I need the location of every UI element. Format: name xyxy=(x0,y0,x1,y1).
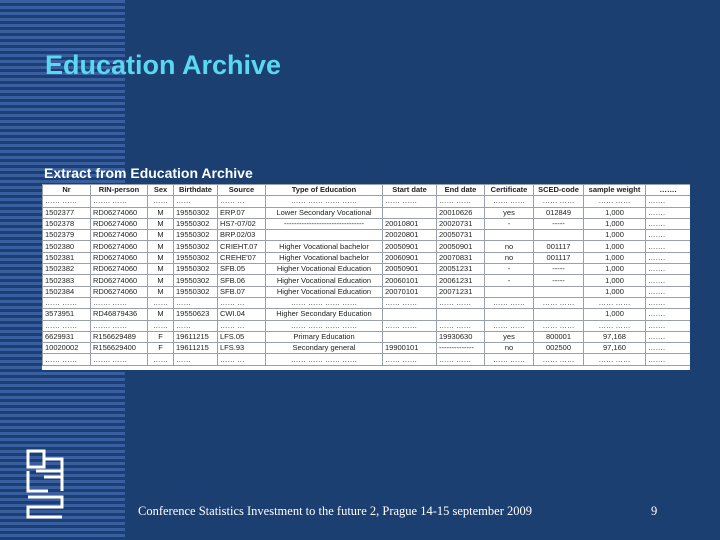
table-cell: 20060101 xyxy=(383,275,437,286)
table-cell: CWI.04 xyxy=(218,309,266,320)
table-cell: …… …… xyxy=(437,354,485,365)
table-cell: 20010626 xyxy=(437,207,485,218)
table-cell: 20070831 xyxy=(437,252,485,263)
table-caption: Extract from Education Archive xyxy=(44,165,253,181)
table-cell: yes xyxy=(485,331,534,342)
table-cell: …… … xyxy=(218,196,266,207)
table-cell: M xyxy=(148,264,174,275)
table-cell: ……. xyxy=(646,354,691,365)
table-cell: ……. xyxy=(646,196,691,207)
table-cell: …… xyxy=(148,297,174,308)
table-cell: 19550302 xyxy=(174,264,218,275)
table-row xyxy=(43,297,691,308)
table-cell: no xyxy=(485,241,534,252)
table-row xyxy=(43,241,691,252)
table-cell: M xyxy=(148,207,174,218)
table-cell xyxy=(534,286,584,297)
table-cell: ……. xyxy=(646,309,691,320)
column-header: Start date xyxy=(383,185,437,196)
column-header: ……. xyxy=(646,185,691,196)
table-cell: …… xyxy=(148,354,174,365)
table-cell: 1,000 xyxy=(584,309,646,320)
table-cell: …… …… xyxy=(485,297,534,308)
table-cell: …… …… xyxy=(383,297,437,308)
cbs-logo-icon xyxy=(22,447,68,521)
table-cell: Higher Vocational Education xyxy=(266,264,383,275)
table-cell: 19550302 xyxy=(174,275,218,286)
table-cell: 20020731 xyxy=(437,218,485,229)
table-cell: Secondary general xyxy=(266,343,383,354)
table-cell: 19550302 xyxy=(174,207,218,218)
table-cell: CREHE'07 xyxy=(218,252,266,263)
table-cell: …… … xyxy=(218,297,266,308)
table-row xyxy=(43,230,691,241)
table-cell: 1,000 xyxy=(584,207,646,218)
table-cell: 1502384 xyxy=(43,286,91,297)
table-row xyxy=(43,286,691,297)
table-cell: 20020801 xyxy=(383,230,437,241)
table-cell xyxy=(437,309,485,320)
table-cell: - xyxy=(485,218,534,229)
table-cell: …… xyxy=(148,196,174,207)
table-cell: …… …… xyxy=(534,320,584,331)
table-cell: M xyxy=(148,230,174,241)
table-cell: 97,168 xyxy=(584,331,646,342)
table-cell: 20050901 xyxy=(437,241,485,252)
table-cell: …… xyxy=(174,297,218,308)
column-header: SCED-code xyxy=(534,185,584,196)
table-cell: 002500 xyxy=(534,343,584,354)
table-cell xyxy=(383,331,437,342)
column-header: Certificate xyxy=(485,185,534,196)
table-cell: no xyxy=(485,252,534,263)
table-cell: 1,000 xyxy=(584,252,646,263)
table-cell: ----- xyxy=(534,264,584,275)
table-cell: 19550623 xyxy=(174,309,218,320)
table-cell xyxy=(534,230,584,241)
footer-text: Conference Statistics Investment to the future 2, Prague 14-15 september 2009 xyxy=(138,504,532,518)
table-cell: RD06274060 xyxy=(91,252,148,263)
table-cell: Higher Vocational bachelor xyxy=(266,252,383,263)
table-cell: - xyxy=(485,275,534,286)
table-cell: M xyxy=(148,252,174,263)
table-cell: ……. …… xyxy=(91,196,148,207)
table-cell: …… …… xyxy=(584,196,646,207)
table-cell: ----- xyxy=(534,218,584,229)
table-cell: 19611215 xyxy=(174,331,218,342)
table-cell: ……. xyxy=(646,331,691,342)
table-header-row xyxy=(43,185,691,196)
table-cell: ……. xyxy=(646,207,691,218)
table-cell: BRP.02/03 xyxy=(218,230,266,241)
table-cell: ……. xyxy=(646,297,691,308)
table-cell: …… …… …… …… xyxy=(266,297,383,308)
table-cell: 6629931 xyxy=(43,331,91,342)
column-header: RIN-person xyxy=(91,185,148,196)
table-cell: …… …… xyxy=(43,196,91,207)
table-cell: 19550302 xyxy=(174,230,218,241)
table-cell: …… …… xyxy=(437,196,485,207)
table-cell: RD06274060 xyxy=(91,264,148,275)
table-cell: 20050901 xyxy=(383,264,437,275)
table-cell: Lower Secondary Vocational xyxy=(266,207,383,218)
table-cell: Higher Vocational Education xyxy=(266,275,383,286)
table-cell: …… xyxy=(174,354,218,365)
table-cell: ……. …… xyxy=(91,320,148,331)
table-cell: 19611215 xyxy=(174,343,218,354)
table-cell: 19550302 xyxy=(174,241,218,252)
table-cell: Higher Vocational bachelor xyxy=(266,241,383,252)
table-cell: 19930630 xyxy=(437,331,485,342)
table-cell: M xyxy=(148,241,174,252)
table-row xyxy=(43,252,691,263)
table-cell: RD06274060 xyxy=(91,275,148,286)
table-cell: ……. xyxy=(646,218,691,229)
table-cell: 001117 xyxy=(534,241,584,252)
table-cell: SFB.06 xyxy=(218,275,266,286)
table-cell: 1,000 xyxy=(584,275,646,286)
table-cell: 1502380 xyxy=(43,241,91,252)
page-number: 9 xyxy=(651,504,658,518)
table-cell: 1,000 xyxy=(584,286,646,297)
table-cell: LFS.05 xyxy=(218,331,266,342)
table-cell: 1502383 xyxy=(43,275,91,286)
table-cell: RD06274060 xyxy=(91,286,148,297)
table-cell: …… …… xyxy=(383,354,437,365)
table-cell: RD46879436 xyxy=(91,309,148,320)
table-cell: …… …… xyxy=(534,354,584,365)
table-cell: …… …… xyxy=(485,196,534,207)
column-header: Sex xyxy=(148,185,174,196)
table-cell: 1,000 xyxy=(584,218,646,229)
table-cell: …… …… xyxy=(584,320,646,331)
table-cell xyxy=(485,230,534,241)
table-cell: ……. xyxy=(646,286,691,297)
table-cell: …… … xyxy=(218,320,266,331)
table-cell: 20051231 xyxy=(437,264,485,275)
table-cell: 20070101 xyxy=(383,286,437,297)
table-cell: …… …… …… …… xyxy=(266,320,383,331)
column-header: Nr xyxy=(43,185,91,196)
table-cell: …… …… …… …… xyxy=(266,354,383,365)
table-cell: SFB.07 xyxy=(218,286,266,297)
table-row xyxy=(43,218,691,229)
table-cell: 1,000 xyxy=(584,230,646,241)
table-cell: …… …… …… …… xyxy=(266,196,383,207)
table-cell: Higher Vocational Education xyxy=(266,286,383,297)
table-cell: ……. xyxy=(646,241,691,252)
table-cell: ……. …… xyxy=(91,297,148,308)
table-row xyxy=(43,331,691,342)
table-cell xyxy=(485,309,534,320)
table-cell: …… …… xyxy=(43,297,91,308)
table-cell: RD06274060 xyxy=(91,218,148,229)
table-cell: LFS.93 xyxy=(218,343,266,354)
table-cell: M xyxy=(148,309,174,320)
table-row xyxy=(43,343,691,354)
table-cell: 012849 xyxy=(534,207,584,218)
table-row xyxy=(43,275,691,286)
table-cell xyxy=(534,309,584,320)
table-cell: 20060901 xyxy=(383,252,437,263)
table-cell: F xyxy=(148,331,174,342)
table-cell: R156629489 xyxy=(91,331,148,342)
table-cell: …… …… xyxy=(383,320,437,331)
table-cell: no xyxy=(485,343,534,354)
table-cell: 20010801 xyxy=(383,218,437,229)
table-cell: …… …… xyxy=(534,196,584,207)
table-cell: …… …… xyxy=(437,297,485,308)
column-header: Type of Education xyxy=(266,185,383,196)
table-row xyxy=(43,207,691,218)
table-cell: 10020002 xyxy=(43,343,91,354)
table-cell: 19900101 xyxy=(383,343,437,354)
table-cell: …… … xyxy=(218,354,266,365)
table-cell: M xyxy=(148,218,174,229)
table-cell: ……. xyxy=(646,275,691,286)
column-header: Source xyxy=(218,185,266,196)
table-cell: RD06274060 xyxy=(91,241,148,252)
column-header: sample weight xyxy=(584,185,646,196)
table-cell: 19550302 xyxy=(174,218,218,229)
slide-title: Education Archive xyxy=(45,50,282,80)
table-cell: M xyxy=(148,286,174,297)
table-cell: CRIEHT.07 xyxy=(218,241,266,252)
table-cell: M xyxy=(148,275,174,286)
table-cell: ……. xyxy=(646,343,691,354)
table-cell: …… …… xyxy=(437,320,485,331)
table-cell: …… …… xyxy=(485,354,534,365)
table-cell xyxy=(266,230,383,241)
table-cell: 97,160 xyxy=(584,343,646,354)
table-cell: ERP.07 xyxy=(218,207,266,218)
table-cell: …… …… xyxy=(534,297,584,308)
table-cell: …… xyxy=(148,320,174,331)
table-cell: R156629400 xyxy=(91,343,148,354)
table-cell: …… …… xyxy=(383,196,437,207)
table-cell: 1502379 xyxy=(43,230,91,241)
table-cell: - xyxy=(485,264,534,275)
table-cell: …… …… xyxy=(584,354,646,365)
table-cell: ----- xyxy=(534,275,584,286)
table-cell: 001117 xyxy=(534,252,584,263)
archive-table-container xyxy=(42,184,690,370)
table-cell: …… xyxy=(174,320,218,331)
table-cell: -------------------------------- xyxy=(266,218,383,229)
table-row xyxy=(43,354,691,365)
table-cell: RD06274060 xyxy=(91,230,148,241)
table-cell: ……. xyxy=(646,264,691,275)
table-cell: 20071231 xyxy=(437,286,485,297)
column-header: End date xyxy=(437,185,485,196)
table-body xyxy=(43,196,691,365)
table-cell: 3573951 xyxy=(43,309,91,320)
table-cell: Primary Education xyxy=(266,331,383,342)
table-cell: 800001 xyxy=(534,331,584,342)
table-cell xyxy=(383,309,437,320)
table-cell: 20050901 xyxy=(383,241,437,252)
table-cell: …… …… xyxy=(43,354,91,365)
table-cell: ……. …… xyxy=(91,354,148,365)
table-row xyxy=(43,264,691,275)
table-row xyxy=(43,309,691,320)
table-row xyxy=(43,320,691,331)
archive-table xyxy=(42,184,690,366)
table-cell xyxy=(383,207,437,218)
table-cell: F xyxy=(148,343,174,354)
table-cell: 1,000 xyxy=(584,264,646,275)
table-cell: 1502382 xyxy=(43,264,91,275)
table-cell: 1,000 xyxy=(584,241,646,252)
table-cell xyxy=(485,286,534,297)
table-cell: RD06274060 xyxy=(91,207,148,218)
table-cell: 1502378 xyxy=(43,218,91,229)
table-cell: SFB.05 xyxy=(218,264,266,275)
table-row xyxy=(43,196,691,207)
table-cell: Higher Secondary Education xyxy=(266,309,383,320)
table-cell: ……. xyxy=(646,230,691,241)
column-header: Birthdate xyxy=(174,185,218,196)
table-cell: …… …… xyxy=(584,297,646,308)
table-cell: 1502381 xyxy=(43,252,91,263)
table-cell: HS7-07/02 xyxy=(218,218,266,229)
table-cell: 19550302 xyxy=(174,286,218,297)
table-cell: 20050731 xyxy=(437,230,485,241)
table-cell: …… xyxy=(174,196,218,207)
table-cell: -------------- xyxy=(437,343,485,354)
table-cell: …… …… xyxy=(485,320,534,331)
table-cell: 19550302 xyxy=(174,252,218,263)
table-cell: ……. xyxy=(646,252,691,263)
table-cell: 20061231 xyxy=(437,275,485,286)
table-cell: 1502377 xyxy=(43,207,91,218)
table-cell: …… …… xyxy=(43,320,91,331)
table-cell: yes xyxy=(485,207,534,218)
table-cell: ……. xyxy=(646,320,691,331)
